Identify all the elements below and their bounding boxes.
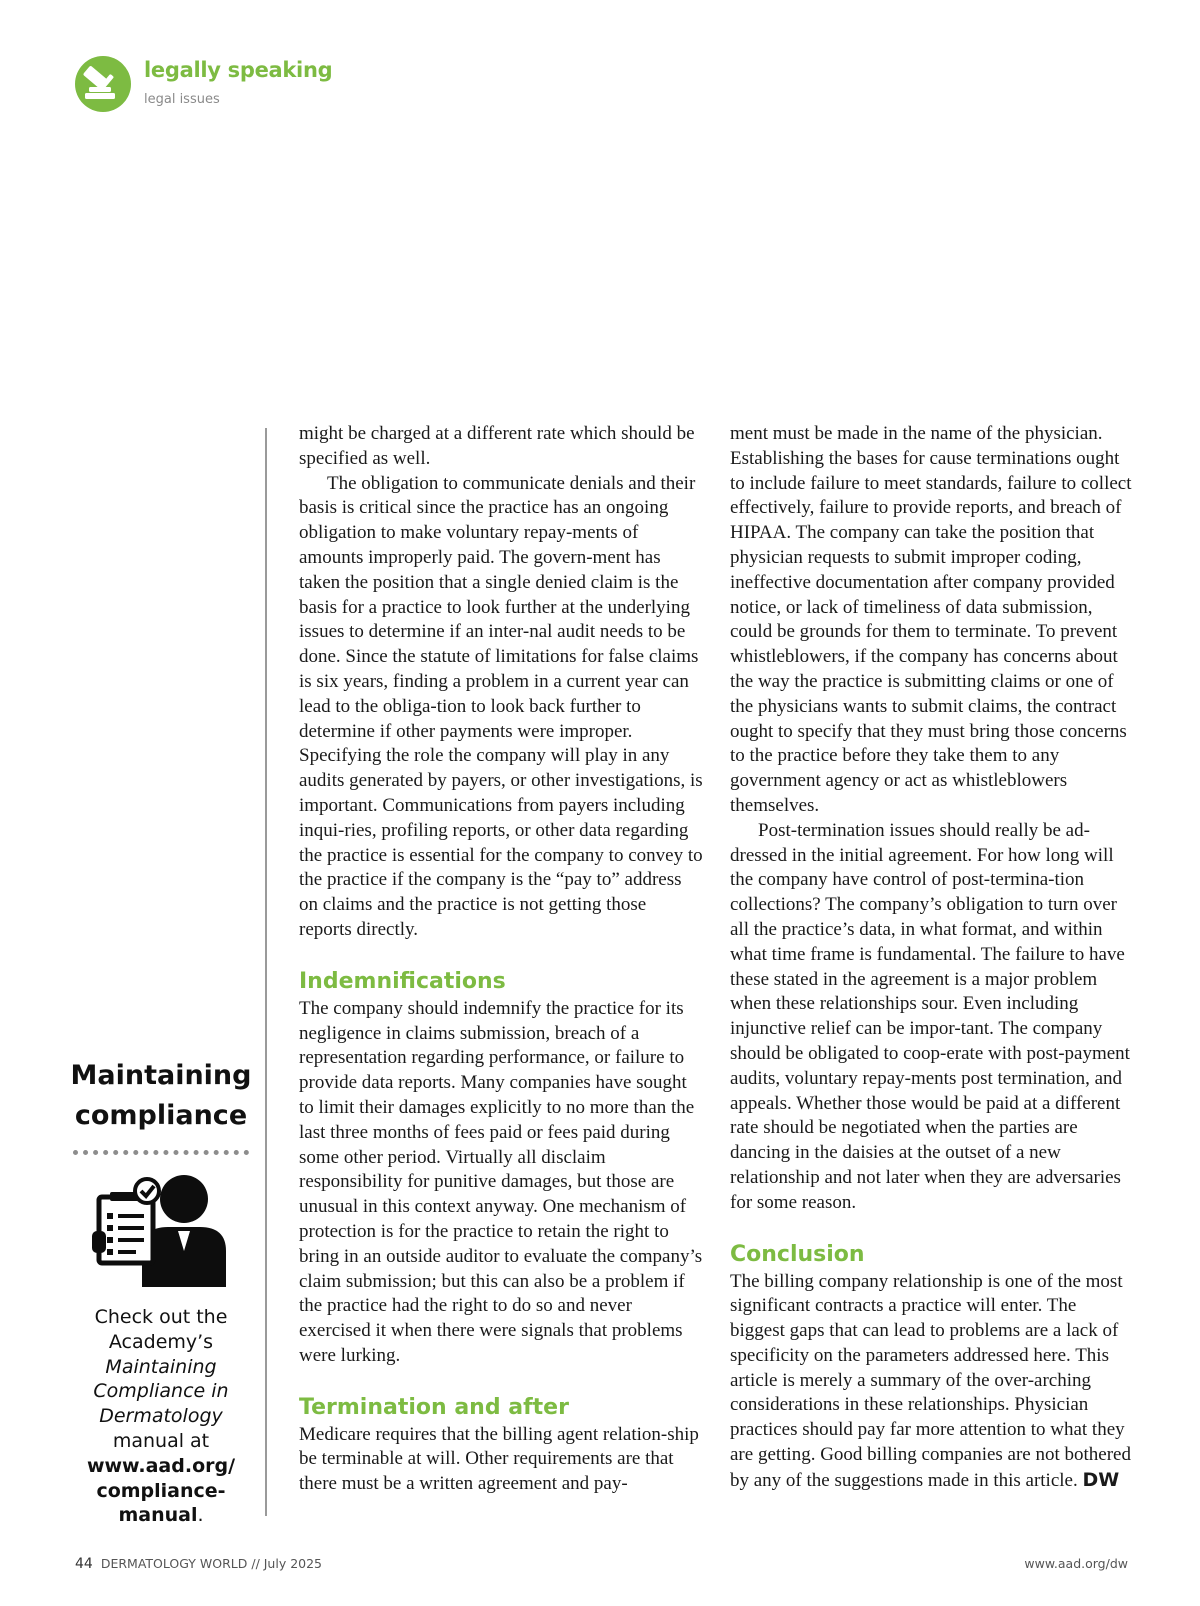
paragraph: The obligation to communicate denials and their basis is critical since the practice has an ongoing obligation to make voluntary repay-ments of amounts improperly paid. The govern-ment has taken the position that a single denied claim is the basis for a practice to look further at the underlying issues to determine if an inter-nal audit needs to be done. Since the statute of limitations for false claims is six years, finding a problem in a current year can lead to the obliga-tion to look back further to determine if other payments were improper. Specifying the role the company will play in any audits generated by payers, or other investigations, is important. Communications from payers including inqui-ries, profiling reports, or other data regarding the practice is essential for the company to convey to the practice if the company is the “pay to” address on claims and the practice is not getting those reports directly. (299, 472, 703, 940)
checklist-person-icon (66, 1169, 256, 1289)
manual-title: Maintaining Compliance in Dermatology (93, 1355, 229, 1428)
heading-indemnifications: Indemnifications (299, 968, 506, 994)
paragraph: ment must be made in the name of the physician. Establishing the bases for cause terminations ought to include failure to meet standards, failure to collect effectively, failure to provide reports, and breach of HIPAA. The company can take the position that physician requests to submit improper coding, ineffective documentation after company provided notice, or lack of timeliness of data submission, could be grounds for them to terminate. To prevent whistleblowers, if the company has concerns about the way the practice is submitting claims or one of the physicians wants to submit claims, the contract ought to specify that they must bring those concerns to the practice before they take them to any government agency or act as whistleblowers themselves. (730, 423, 1132, 816)
sidebar-title-line1: Maintaining (70, 1060, 252, 1091)
sidebar-title-line2: compliance (74, 1100, 248, 1131)
paragraph (730, 1270, 1134, 1494)
footer-url[interactable]: www.aad.org/dw (1024, 1556, 1128, 1571)
sidebar-text (66, 1305, 256, 1528)
paragraph: The company should indemnify the practice for its negligence in claims submission, breach of a representation regarding performance, or failure to provide data reports. Many companies have sought to limit their damages explicitly to no more than the last three months of fees paid or fees paid during some other period. Virtually all disclaim responsibility for punitive damages, but those are unusual in this context anyway. One mechanism of protection is for the practice to retain the right to bring in an outside auditor to evaluate the company’s claim submission; but this can also be a problem if the practice had the right to do so and never exercised it when there were signals that problems were lurking. (299, 997, 703, 1366)
gavel-icon (75, 56, 131, 112)
section-subtitle: legal issues (144, 92, 220, 107)
compliance-manual-link[interactable]: www.aad.org/ compliance- manual (86, 1454, 236, 1527)
dotted-divider (73, 1150, 249, 1155)
footer-left (75, 1556, 322, 1572)
section-logo (75, 56, 131, 112)
sidebar-text-end: . (197, 1504, 204, 1527)
conclusion-text: The billing company relationship is one of the most significant contracts a practice will enter. The biggest gaps that can lead to problems are a lack of specificity on the parameters addressed here. This article is merely a summary of the over-arching considerations in these relationships. Physician practices should pay far more attention to what they are getting. Good billing companies are not bothered by any of the suggestions made in this article. (730, 1270, 1131, 1491)
section-title: legally speaking (144, 58, 333, 82)
paragraph: Post-termination issues should really be ad-dressed in the initial agreement. For how long will the company have control of post-termina-tion collections? The company’s obligation to turn over all the practice’s data, in what format, and within what time frame is fundamental. The failure to have these stated in the agreement is a major problem when these relationships sour. Even including injunctive relief can be impor-tant. The company should be obligated to coop-erate with post-payment audits, voluntary repay-ments post termination, and appeals. Whether those would be paid at a different rate should be negotiated when the parties are dancing in the daisies at the outset of a new relationship and not later when they are adversaries for some reason. (730, 819, 1130, 1213)
sidebar-text-manual: manual at (112, 1429, 210, 1452)
paragraph: Medicare requires that the billing agent relation-ship be terminable at will. Other requirements are that there must be a written agreement and pay- (299, 1423, 699, 1495)
sidebar-divider (265, 428, 267, 1516)
paragraph: might be charged at a different rate which should be specified as well. (299, 423, 695, 469)
publication-info: DERMATOLOGY WORLD // July 2025 (100, 1556, 323, 1571)
end-mark: DW (1082, 1468, 1120, 1491)
sidebar-text-intro: Check out the Academy’s (94, 1306, 228, 1353)
article-column-right (730, 422, 1134, 1494)
sidebar-title (66, 1056, 256, 1136)
page-number: 44 (75, 1556, 93, 1572)
article-column-left (299, 422, 703, 1497)
heading-conclusion: Conclusion (730, 1241, 865, 1267)
heading-termination: Termination and after (299, 1394, 569, 1420)
sidebar-box (66, 1056, 256, 1528)
